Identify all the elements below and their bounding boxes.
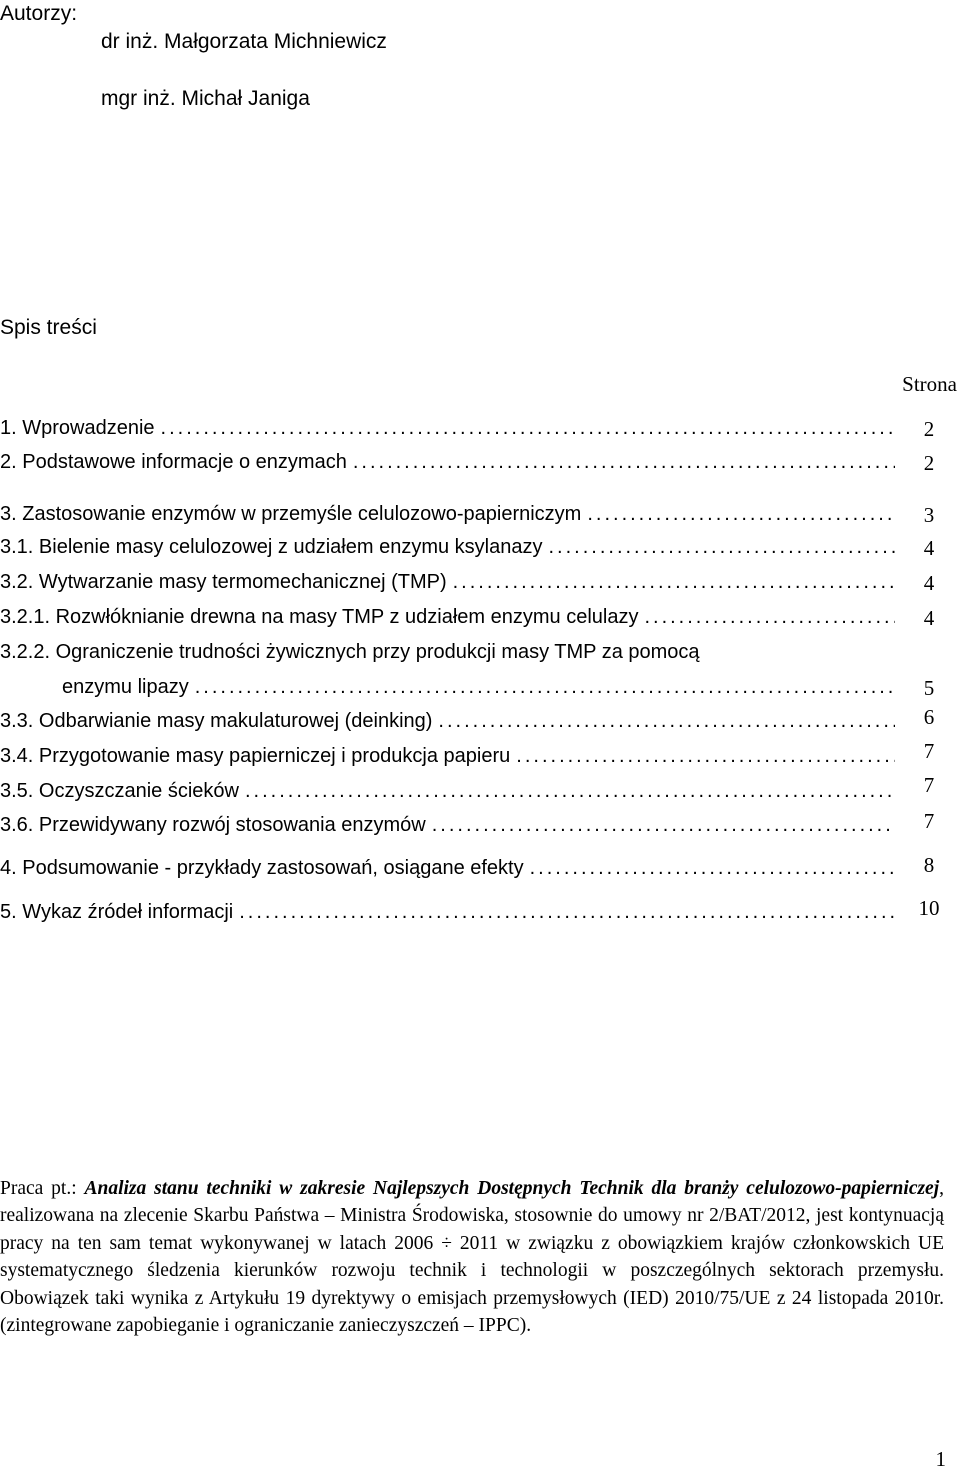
toc-entry[interactable]: 3.5. Oczyszczanie ścieków ..... <box>0 780 895 810</box>
toc-page-number: 4 <box>923 571 935 595</box>
toc-entry[interactable]: 5. Wykaz źródeł informacji ..... <box>0 901 895 931</box>
toc-page-number: 2 <box>923 417 935 441</box>
toc-entry[interactable]: 1. Wprowadzenie ..... <box>0 417 895 447</box>
page-number: 1 <box>935 1447 946 1471</box>
toc-entry[interactable]: 3.1. Bielenie masy celulozowej z udziałem enzymu ksylanazy ..... <box>0 536 895 566</box>
toc-page-number: 10 <box>918 896 940 920</box>
toc-title: Spis treści <box>0 316 97 339</box>
author-name-1: dr inż. Małgorzata Michniewicz <box>101 30 387 53</box>
toc-page-number: 7 <box>923 773 935 797</box>
toc-entry[interactable]: 3.4. Przygotowanie masy papierniczej i produkcja papieru ..... <box>0 745 895 775</box>
note-prefix: Praca pt.: <box>0 1178 85 1199</box>
toc-page-number: 7 <box>923 739 935 763</box>
toc-entry[interactable]: 2. Podstawowe informacje o enzymach ..... <box>0 451 895 481</box>
project-note <box>0 1175 944 1339</box>
toc-entry[interactable]: 3.6. Przewidywany rozwój stosowania enzymów ..... <box>0 814 895 844</box>
author-name-2: mgr inż. Michał Janiga <box>101 87 310 110</box>
toc-entry-continuation[interactable]: enzymu lipazy ..... <box>62 676 895 706</box>
toc-entry[interactable]: 3.2.1. Rozwłóknianie drewna na masy TMP z udziałem enzymu celulazy ..... <box>0 606 895 636</box>
toc-page-number: 4 <box>923 606 935 630</box>
page-column-header: Strona <box>902 372 957 396</box>
toc-entry[interactable]: 3.2.2. Ograniczenie trudności żywicznych przy produkcji masy TMP za pomocą <box>0 641 700 663</box>
toc-page-number: 3 <box>923 503 935 527</box>
toc-page-number: 8 <box>923 853 935 877</box>
toc-entry[interactable]: 4. Podsumowanie - przykłady zastosowań, osiągane efekty ..... <box>0 857 895 887</box>
toc-entry[interactable]: 3.2. Wytwarzanie masy termomechanicznej (TMP) ..... <box>0 571 895 601</box>
note-body: , realizowana na zlecenie Skarbu Państwa – Ministra Środowiska, stosownie do umowy nr 2/BAT/2012, jest kontynuacją pracy na ten sam temat wykonywanej w latach 2006 ÷ 2011 w związku z obowiązkiem krajów członkowskich UE systematycznego śledzenia kierunków rozwoju technik i technologii w poszczególnych sektorach przemysłu. Obowiązek taki wynika z Artykułu 19 dyrektywy o emisjach przemysłowych (IED) 2010/75/UE z 24 listopada 2010r. (zintegrowane zapobieganie i ograniczanie zanieczyszczeń – IPPC). <box>0 1178 945 1337</box>
toc-page-number: 4 <box>923 536 935 560</box>
note-title: Analiza stanu techniki w zakresie Najlepszych Dostępnych Technik dla branży celulozowo-papierniczej <box>84 1178 940 1199</box>
toc-page-number: 7 <box>923 809 935 833</box>
toc-page-number: 5 <box>923 676 935 700</box>
toc-entry[interactable]: 3.3. Odbarwianie masy makulaturowej (deinking) ..... <box>0 710 895 740</box>
toc-entry[interactable]: 3. Zastosowanie enzymów w przemyśle celulozowo-papierniczym ..... <box>0 503 895 533</box>
toc-page-number: 6 <box>923 705 935 729</box>
toc-page-number: 2 <box>923 451 935 475</box>
authors-label: Autorzy: <box>0 2 78 25</box>
